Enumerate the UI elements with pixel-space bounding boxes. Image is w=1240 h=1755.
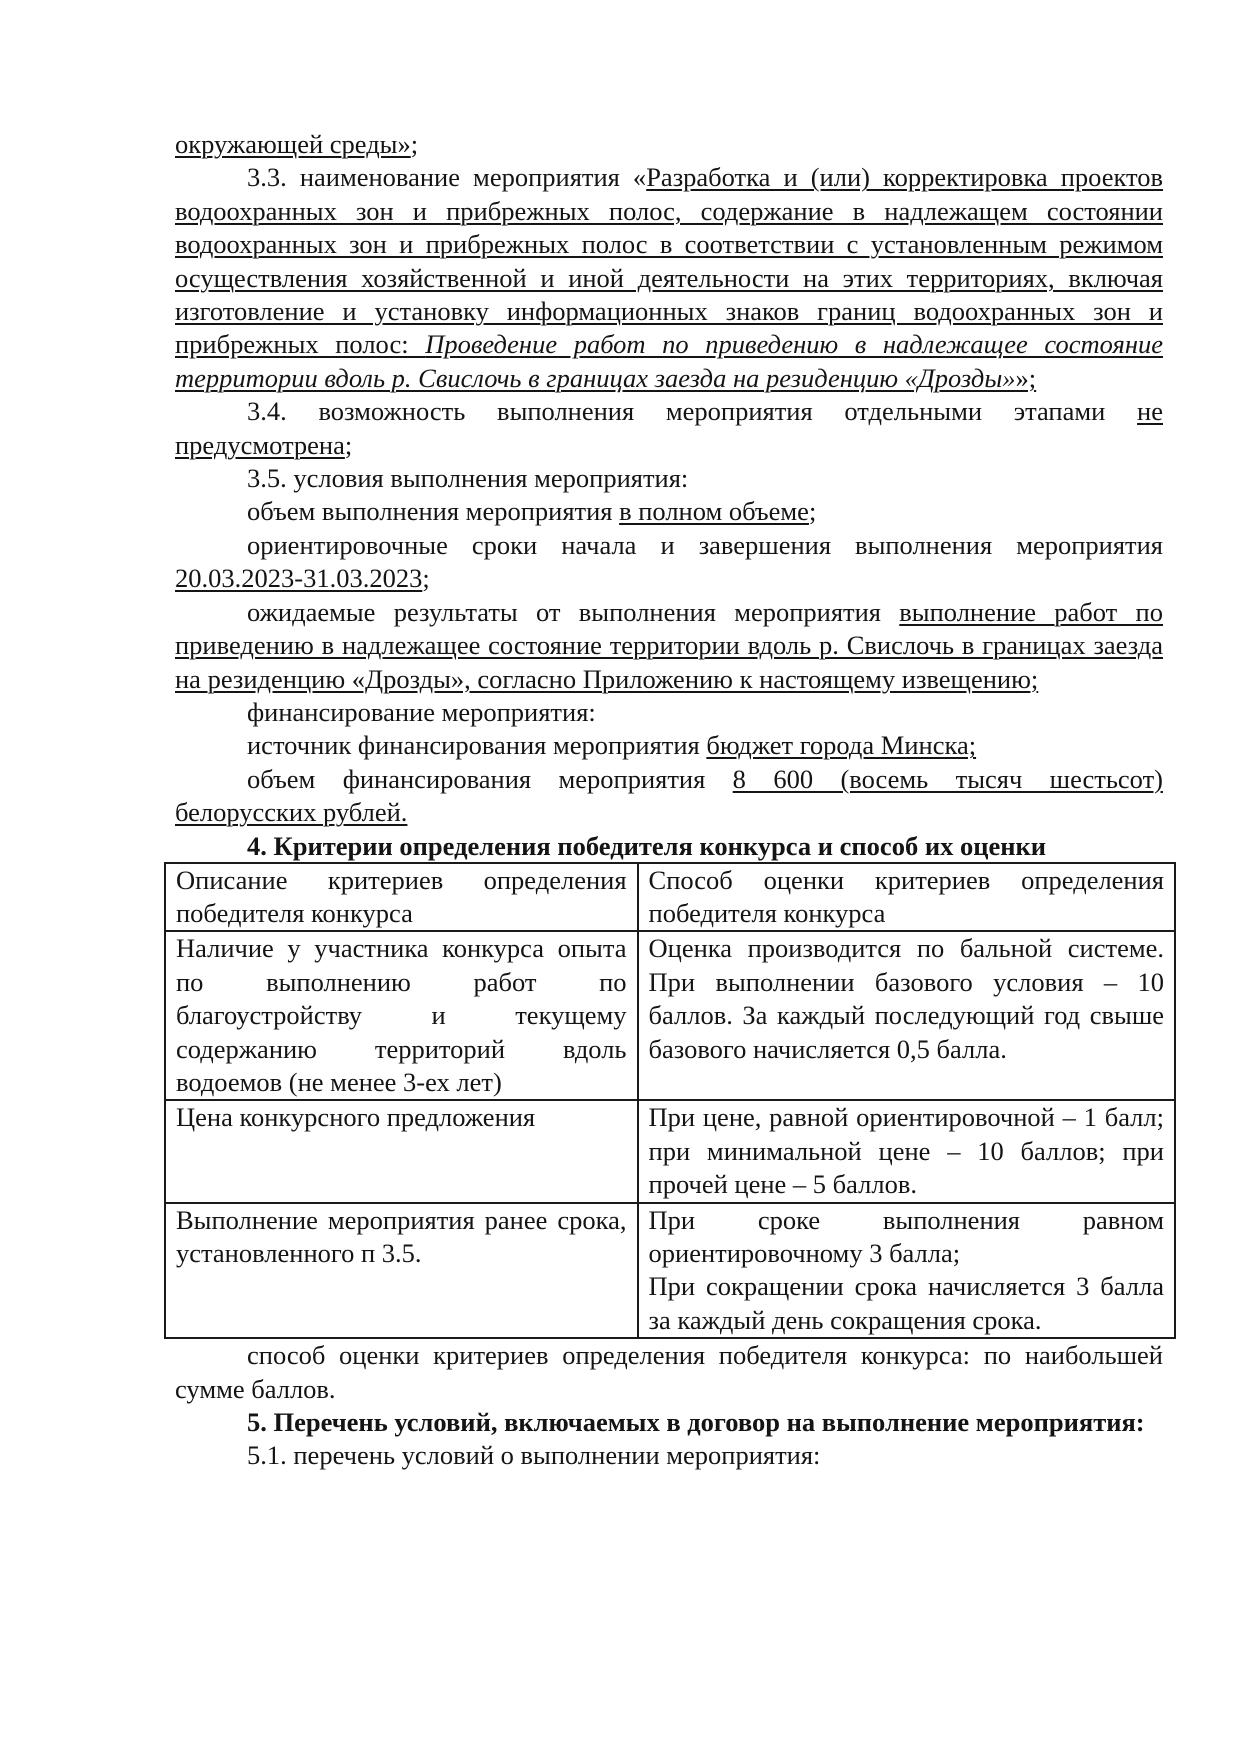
table-header-row (165, 863, 1175, 932)
evaluation-summary: способ оценки критериев определения победителя конкурса: по наибольшей сумме баллов. (175, 1340, 1163, 1404)
volume-line: объем выполнения мероприятия в полном объеме; (247, 496, 817, 527)
financing-source-line: источник финансирования мероприятия бюджет города Минска; (247, 730, 977, 761)
dates-value: 20.03.2023-31.03.2023 (175, 563, 423, 594)
method-line: При сроке выполнения равном ориентировочному 3 балла; (648, 1204, 1164, 1268)
criteria-table (164, 862, 1176, 1340)
financing-title: финансирование мероприятия: (247, 696, 596, 727)
method-cell: При цене, равной ориентировочной – 1 балл; при минимальной цене – 10 баллов; при прочей цене – 5 баллов. (638, 1100, 1175, 1202)
document-page (175, 128, 1163, 1473)
financing-amount-value: 8 600 (восемь тысяч шестьсот) белорусских рублей. (175, 763, 1163, 828)
event-name: Разработка и (или) корректировка проектов водоохранных зон и прибрежных полос, содержание в надлежащем состоянии водоохранных зон и прибрежных полос в соответствии с установленным режимом осуществления хозяйственной и иной деятельности на этих территориях, включая изготовление и установку информационных знаков границ водоохранных зон и прибрежных полос: (175, 162, 1163, 360)
clause-5-1: 5.1. перечень условий о выполнении мероприятия: (247, 1440, 821, 1471)
financing-amount-line: объем финансирования мероприятия 8 600 (восемь тысяч шестьсот) белорусских рублей. (175, 763, 1163, 828)
criterion-cell: Выполнение мероприятия ранее срока, установленного п 3.5. (165, 1203, 638, 1339)
method-cell (638, 1203, 1175, 1339)
table-row (165, 1203, 1175, 1339)
method-cell: Оценка производится по бальной системе. При выполнении базового условия – 10 баллов. За каждый последующий год свыше базового начисляется 0,5 балла. (638, 931, 1175, 1100)
method-line: При сокращении срока начисляется 3 балла за каждый день сокращения срока. (648, 1271, 1164, 1335)
criterion-cell: Наличие у участника конкурса опыта по выполнению работ по благоустройству и текущему содержанию территорий вдоль водоемов (не менее 3-ех лет) (165, 931, 638, 1100)
section-4-heading: 4. Критерии определения победителя конкурса и способ их оценки (247, 830, 1047, 861)
stages-value: не предусмотрена (175, 396, 1163, 460)
clause-3-5-title: 3.5. условия выполнения мероприятия: (247, 463, 689, 494)
table-row (165, 1100, 1175, 1202)
results-value: выполнение работ по приведению в надлежащее состояние территории вдоль р. Свислочь в границах заезда на резиденцию «Дрозды», согласно Приложению к настоящему извещению; (175, 596, 1163, 694)
table-header-method: Способ оценки критериев определения победителя конкурса (638, 863, 1175, 932)
section-5-heading: 5. Перечень условий, включаемых в договор на выполнение мероприятия: (247, 1407, 1145, 1438)
table-header-criteria: Описание критериев определения победителя конкурса (165, 863, 638, 932)
clause-3-3: 3.3. наименование мероприятия «Разработка и (или) корректировка проектов водоохранных зон и прибрежных полос, содержание в надлежащем состоянии водоохранных зон и прибрежных полос в соответствии с установленным режимом осуществления хозяйственной и иной деятельности на этих территориях, включая изготовление и установку информационных знаков границ водоохранных зон и прибрежных полос: Проведение работ по приведению в надлежащее состояние территории вдоль р. Свислочь в границах заезда на резиденцию «Дрозды»»; (175, 162, 1163, 393)
volume-value: в полном объеме (619, 496, 809, 527)
prev-section-tail: окружающей среды»; (175, 129, 419, 159)
table-row (165, 931, 1175, 1100)
clause-3-4: 3.4. возможность выполнения мероприятия отдельными этапами не предусмотрена; (175, 396, 1163, 460)
event-name-italic: Проведение работ по приведению в надлежащее состояние территории вдоль р. Свислочь в границах заезда на резиденцию «Дрозды» (175, 329, 1163, 393)
results-line: ожидаемые результаты от выполнения мероприятия выполнение работ по приведению в надлежащее состояние территории вдоль р. Свислочь в границах заезда на резиденцию «Дрозды», согласно Приложению к настоящему извещению; (175, 596, 1163, 694)
financing-source-value: бюджет города Минска; (706, 730, 977, 761)
dates-line: ориентировочные сроки начала и завершения выполнения мероприятия 20.03.2023-31.03.2023; (175, 529, 1163, 594)
criterion-cell: Цена конкурсного предложения (165, 1100, 638, 1202)
